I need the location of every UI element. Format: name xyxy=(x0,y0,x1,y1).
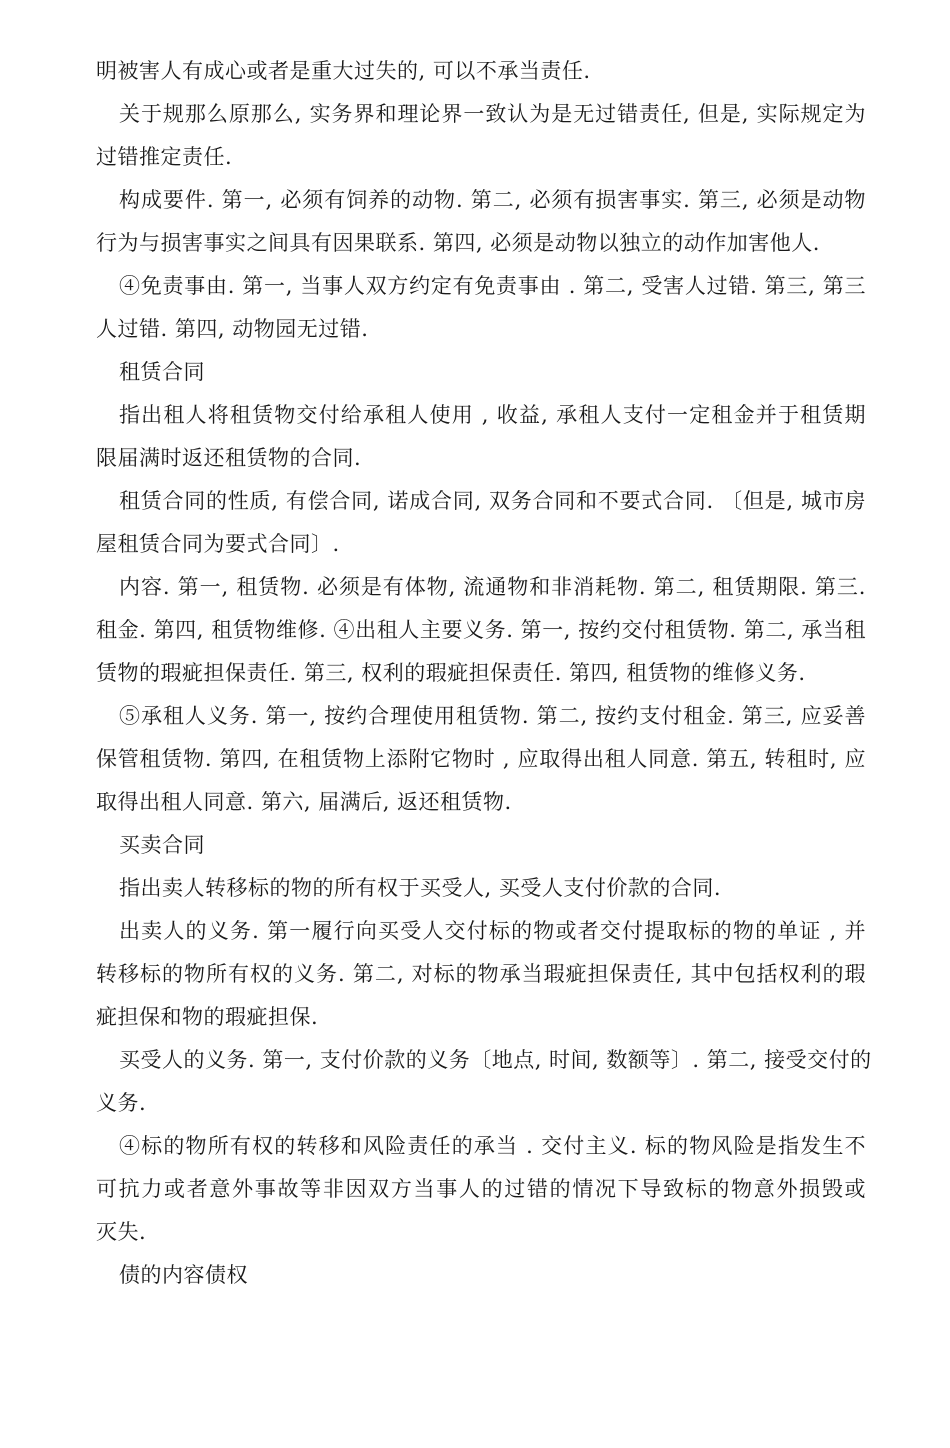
text-line: 内容. 第一, 租赁物. 必须是有体物, 流通物和非消耗物. 第二, 租赁期限. 第三. xyxy=(119,575,866,599)
text-line: 租赁合同的性质, 有偿合同, 诺成合同, 双务合同和不要式合同. 〔但是, 城市房 xyxy=(119,489,866,513)
text-line: 买受人的义务. 第一, 支付价款的义务〔地点, 时间, 数额等〕. 第二, 接受交付的 xyxy=(119,1048,872,1072)
text-line: 取得出租人同意. 第六, 届满后, 返还租赁物. xyxy=(96,790,512,814)
text-line: 行为与损害事实之间具有因果联系. 第四, 必须是动物以独立的动作加害他人. xyxy=(96,231,820,255)
text-line: ④标的物所有权的转移和风险责任的承当 . 交付主义. 标的物风险是指发生不 xyxy=(119,1134,866,1158)
section-heading: 买卖合同 xyxy=(119,833,205,857)
section-heading: 债的内容债权 xyxy=(119,1263,248,1287)
text-line: 转移标的物所有权的义务. 第二, 对标的物承当瑕疵担保责任, 其中包括权利的瑕 xyxy=(96,962,866,986)
text-line: 屋租赁合同为要式合同〕. xyxy=(96,532,340,556)
text-line: 可抗力或者意外事故等非因双方当事人的过错的情况下导致标的物意外损毁或 xyxy=(96,1177,866,1201)
text-line: ④免责事由. 第一, 当事人双方约定有免责事由 . 第二, 受害人过错. 第三, 第三 xyxy=(119,274,866,298)
text-line: 租金. 第四, 租赁物维修. ④出租人主要义务. 第一, 按约交付租赁物. 第二, 承当租 xyxy=(96,618,866,642)
text-line: 义务. xyxy=(96,1091,147,1115)
section-heading: 租赁合同 xyxy=(119,360,205,384)
text-line: 指出卖人转移标的物的所有权于买受人, 买受人支付价款的合同. xyxy=(119,876,722,900)
text-line: 限届满时返还租赁物的合同. xyxy=(96,446,362,470)
text-line: 赁物的瑕疵担保责任. 第三, 权利的瑕疵担保责任. 第四, 租赁物的维修义务. xyxy=(96,661,806,685)
text-line: 出卖人的义务. 第一履行向买受人交付标的物或者交付提取标的物的单证 , 并 xyxy=(119,919,866,943)
text-line: 保管租赁物. 第四, 在租赁物上添附它物时 , 应取得出租人同意. 第五, 转租时, 应 xyxy=(96,747,866,771)
text-line: 人过错. 第四, 动物园无过错. xyxy=(96,317,369,341)
text-line: 构成要件. 第一, 必须有饲养的动物. 第二, 必须有损害事实. 第三, 必须是动物 xyxy=(119,188,866,212)
text-line: 指出租人将租赁物交付给承租人使用 , 收益, 承租人支付一定租金并于租赁期 xyxy=(119,403,866,427)
text-line: 过错推定责任. xyxy=(96,145,233,169)
text-line: 疵担保和物的瑕疵担保. xyxy=(96,1005,319,1029)
text-line: 明被害人有成心或者是重大过失的, 可以不承当责任. xyxy=(96,59,591,83)
text-line: 关于规那么原那么, 实务界和理论界一致认为是无过错责任, 但是, 实际规定为 xyxy=(119,102,866,126)
text-line: 灭失. xyxy=(96,1220,147,1244)
text-line: ⑤承租人义务. 第一, 按约合理使用租赁物. 第二, 按约支付租金. 第三, 应妥善 xyxy=(119,704,866,728)
